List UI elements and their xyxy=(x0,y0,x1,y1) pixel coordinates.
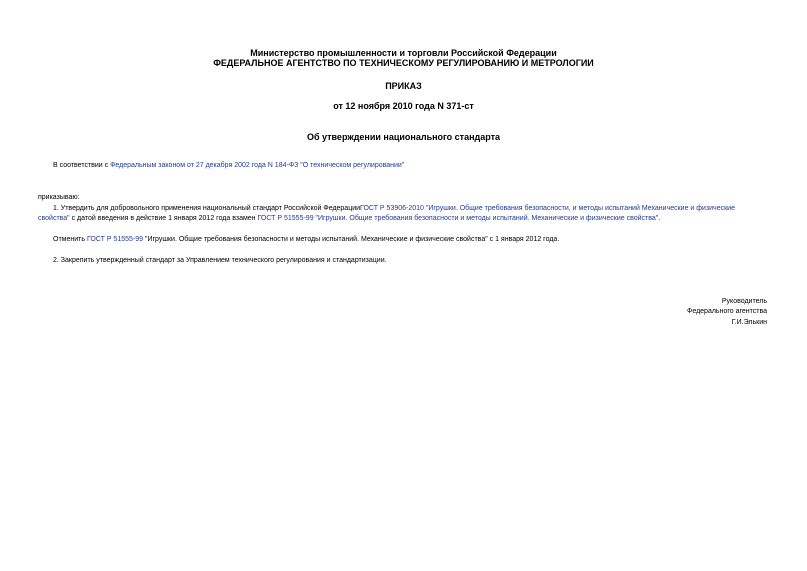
gost-53906-link-continued[interactable]: свойства" xyxy=(38,215,70,222)
item1-text-c: . xyxy=(658,215,661,222)
ministry-heading: Министерство промышленности и торговли Российской Федерации xyxy=(250,48,557,58)
signature-title: Руководитель xyxy=(721,298,767,305)
item1-line2 xyxy=(38,214,660,224)
cancel-text-b: "Игрушки. Общие требования безопасности и методы испытаний. Механические и физические свойства" с 1 января 2012 года. xyxy=(143,236,560,243)
signature-org: Федерального агентства xyxy=(687,308,767,315)
agency-heading: ФЕДЕРАЛЬНОЕ АГЕНТСТВО ПО ТЕХНИЧЕСКОМУ РЕГУЛИРОВАНИЮ И МЕТРОЛОГИИ xyxy=(213,58,594,68)
prikaz-word: приказываю: xyxy=(38,194,80,201)
date-number-heading: от 12 ноября 2010 года N 371-ст xyxy=(333,101,474,111)
gost-51555-cancel-link[interactable]: ГОСТ Р 51555-99 xyxy=(86,236,144,243)
item1-text-b: с датой введения в действие 1 января 2012 года взамен xyxy=(69,215,258,222)
cancel-text-a: Отменить xyxy=(53,236,87,243)
item1-line1 xyxy=(53,204,735,214)
doc-type-heading: ПРИКАЗ xyxy=(385,81,422,91)
gost-51555-link[interactable]: ГОСТ Р 51555-99 "Игрушки. Общие требования безопасности и методы испытаний. Механические и физические свойства" xyxy=(257,215,659,222)
item1-text-a: 1. Утвердить для добровольного применения национальный стандарт Российской Федерации xyxy=(53,205,361,212)
prelude-text: В соответствии с xyxy=(53,162,111,169)
item2-paragraph: 2. Закрепить утвержденный стандарт за Управлением технического регулирования и стандартизации. xyxy=(53,257,387,264)
gost-53906-link[interactable]: ГОСТ Р 53906-2010 "Игрушки. Общие требования безопасности, и методы испытаний Механические и физические xyxy=(360,205,735,212)
signature-name: Г.И.Элькин xyxy=(731,319,767,326)
federal-law-link[interactable]: Федеральным законом от 27 декабря 2002 года N 184-ФЗ "О техническом регулировании" xyxy=(110,162,405,169)
document-title: Об утверждении национального стандарта xyxy=(306,132,501,142)
cancel-paragraph xyxy=(53,235,559,245)
prelude-paragraph xyxy=(53,161,404,171)
